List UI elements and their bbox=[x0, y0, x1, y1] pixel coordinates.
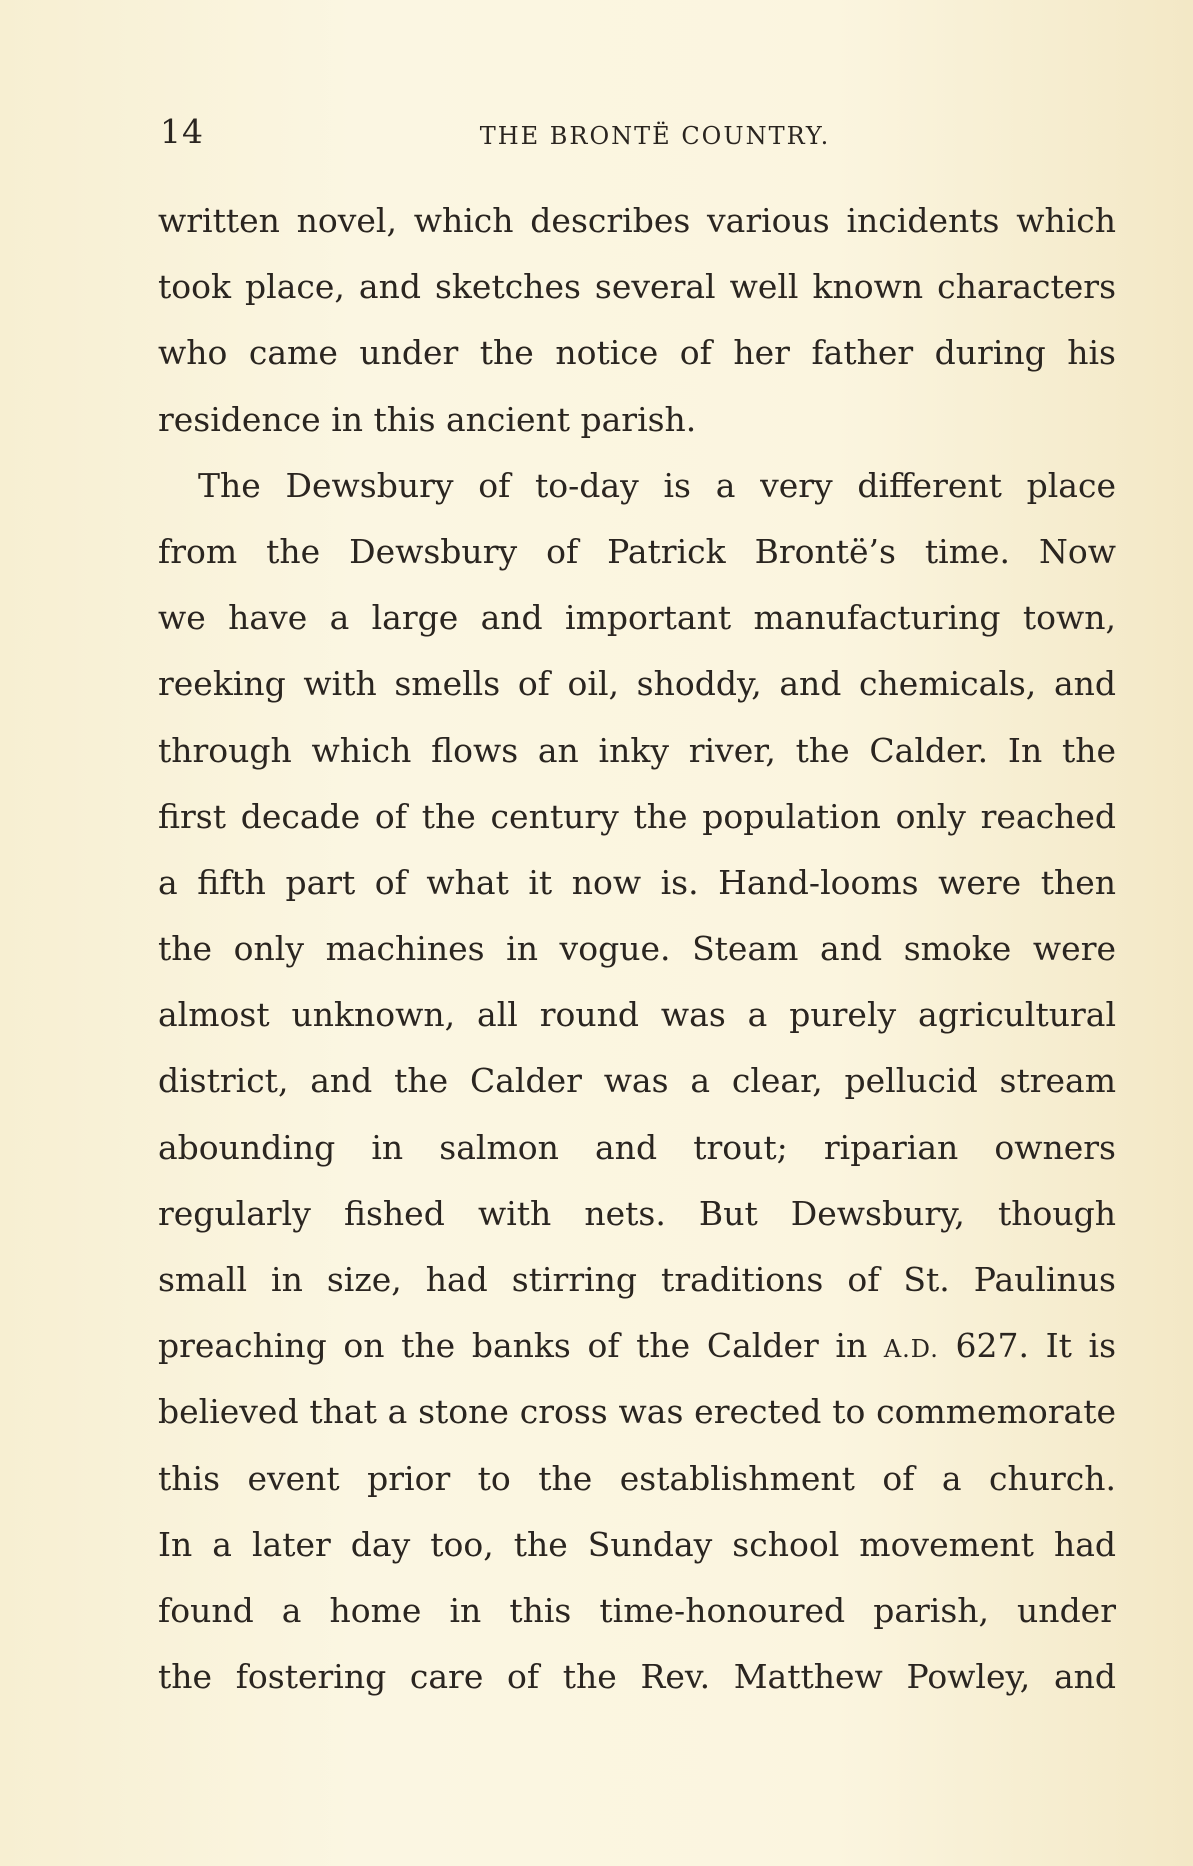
text-line: the fostering care of the Rev. Matthew Powley, and bbox=[158, 1657, 1116, 1697]
text-line: the only machines in vogue. Steam and smoke were bbox=[158, 929, 1116, 969]
text-line: took place, and sketches several well known characters bbox=[158, 267, 1116, 307]
text-line: residence in this ancient parish. bbox=[158, 399, 697, 439]
text-line: district, and the Calder was a clear, pellucid stream bbox=[158, 1061, 1116, 1101]
text-line: found a home in this time-honoured parish, under bbox=[158, 1590, 1116, 1630]
text-line: a fifth part of what it now is. Hand-looms were then bbox=[158, 862, 1116, 902]
text-line-end: 627. It is bbox=[955, 1326, 1116, 1366]
text-line: almost unknown, all round was a purely agricultural bbox=[158, 995, 1116, 1035]
text-line: written novel, which describes various incidents which bbox=[158, 201, 1116, 240]
era-abbreviation: A.D. bbox=[883, 1335, 939, 1364]
text-line: In a later day too, the Sunday school movement had bbox=[158, 1524, 1116, 1564]
text-line: abounding in salmon and trout; riparian owners bbox=[158, 1127, 1116, 1167]
text-line: this event prior to the establishment of a church. bbox=[158, 1458, 1116, 1498]
text-line-start: preaching on the banks of the Calder in bbox=[158, 1326, 868, 1366]
page-header bbox=[160, 112, 1120, 162]
text-line: believed that a stone cross was erected to commemorate bbox=[158, 1392, 1116, 1432]
text-line: from the Dewsbury of Patrick Brontë’s time. Now bbox=[158, 531, 1116, 571]
body-text bbox=[158, 188, 1116, 1710]
text-line: reeking with smells of oil, shoddy, and chemicals, and bbox=[158, 664, 1116, 704]
running-title: THE BRONTË COUNTRY. bbox=[479, 122, 831, 150]
text-line: who came under the notice of her father during his bbox=[158, 333, 1116, 373]
text-line: we have a large and important manufacturing town, bbox=[158, 598, 1116, 638]
text-line-with-date bbox=[158, 1313, 1116, 1379]
text-line: first decade of the century the population only reached bbox=[158, 796, 1116, 836]
text-line: regularly fished with nets. But Dewsbury, though bbox=[158, 1193, 1116, 1233]
text-line: The Dewsbury of to-day is a very different place bbox=[198, 465, 1116, 505]
text-line: through which flows an inky river, the Calder. In the bbox=[158, 730, 1116, 770]
page-number: 14 bbox=[160, 112, 204, 151]
text-line: small in size, had stirring traditions of St. Paulinus bbox=[158, 1260, 1116, 1299]
